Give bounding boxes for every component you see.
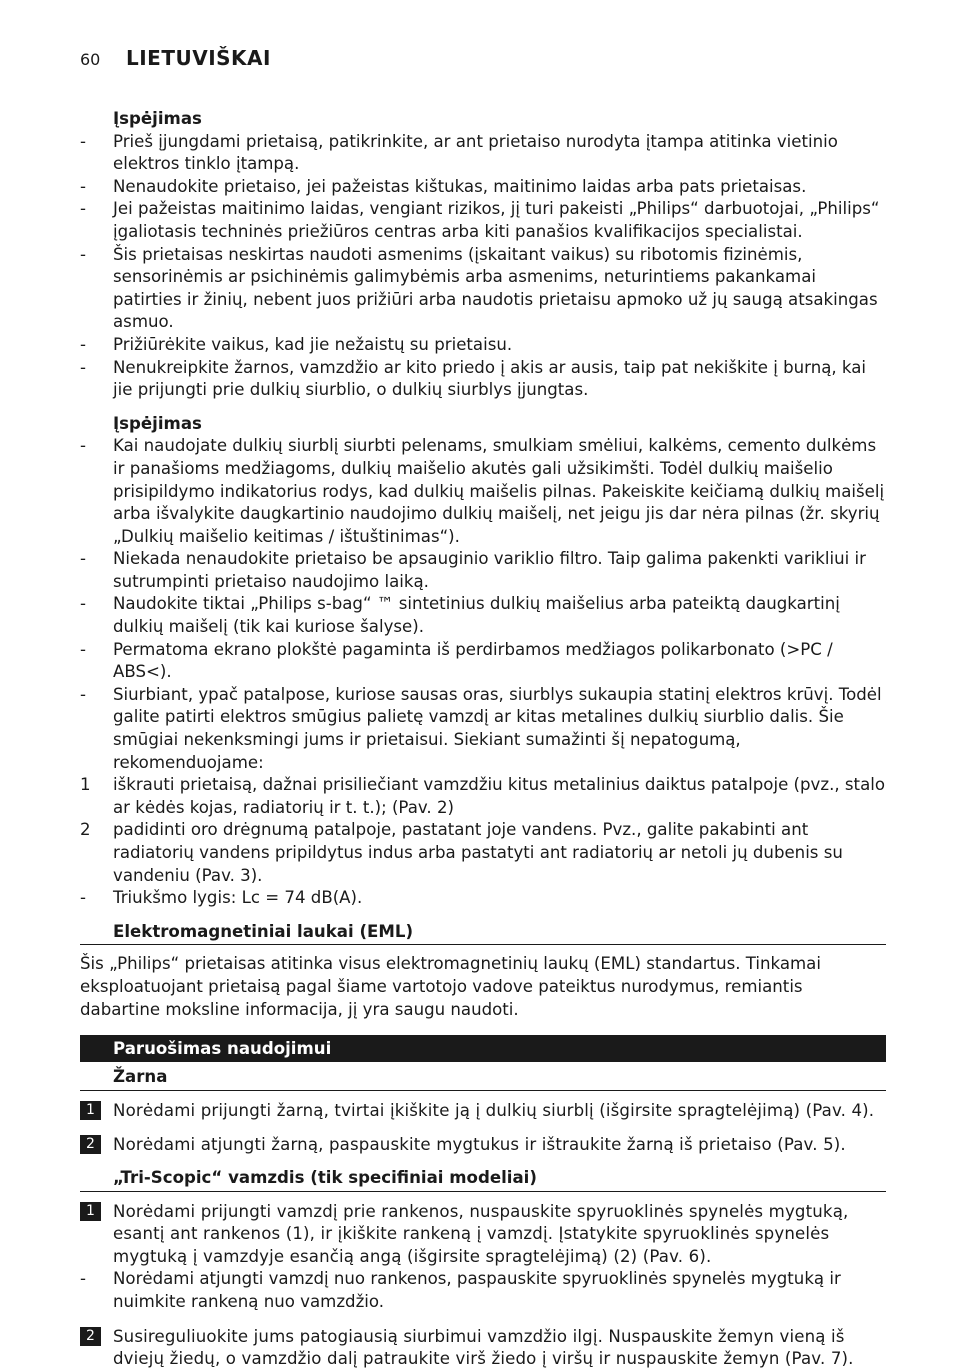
step-item: 2 Norėdami atjungti žarną, paspauskite mygtukus ir ištraukite žarną iš prietaiso (Pav. 5). [80, 1134, 886, 1157]
item-number: 1 [80, 775, 91, 795]
bullet-dash: - [80, 244, 86, 264]
list-item: - Kai naudojate dulkių siurblį siurbti pelenams, smulkiam smėliui, kalkėms, cemento dulkėms ir panašioms medžiagoms, dulkių maišelio akutės gali užsikimšti. Todėl dulkių maišelio prisipildymo indikatorius rodys, kad dulkių maišelis pilnas. Pakeiskite keičiamą dulkių maišelį arba išvalykite daugkartinio naudojimo dulkių maišelį, net jeigu jis dar nėra pilnas (žr. skyrių „Dulkių maišelio keitimas / ištuštinimas“). [80, 436, 885, 546]
subsection-heading-hose: Žarna [80, 1066, 886, 1091]
list-item: - Siurbiant, ypač patalpose, kuriose sausas oras, siurblys sukaupia statinį elektros krūvį. Todėl galite patirti elektros smūgius palietę vamzdį ar kitas metalines dulkių siurblio dalis. Šie smūgiai nekenksmingi jums ir prietaisui. Siekiant sumažinti šį nepatogumą, rekomenduojame: [80, 684, 882, 772]
step-number-badge: 2 [80, 1135, 101, 1154]
list-item: - Permatoma ekrano plokštė pagaminta iš perdirbamos medžiagos polikarbonato (>PC / ABS<). [80, 639, 833, 682]
bullet-dash: - [80, 131, 86, 151]
bullet-dash: - [80, 334, 86, 354]
eml-paragraph: Šis „Philips“ prietaisas atitinka visus elektromagnetinių laukų (EML) standartus. Tinkamai eksploatuojant prietaisą pagal šiame vartotojo vadove pateiktus nurodymus, remiantis dabartine moksline informacija, jį yra saugu naudoti. [80, 954, 821, 1019]
page-content [80, 108, 886, 1371]
bullet-dash: - [80, 357, 86, 377]
section-heading-eml: Elektromagnetiniai laukai (EML) [80, 921, 886, 946]
warning-heading: Įspėjimas [113, 413, 202, 433]
step-item: 2 Susireguliuokite jums patogiausią siurbimui vamzdžio ilgį. Nuspauskite žemyn vieną iš dviejų žiedų, o vamzdžio dalį patraukite virš žiedo į viršų ir nuspauskite žemyn (Pav. 7). [80, 1326, 886, 1371]
list-item: - Triukšmo lygis: Lc = 74 dB(A). [80, 887, 886, 910]
list-item: - Jei pažeistas maitinimo laidas, vengiant rizikos, jį turi pakeisti „Philips“ darbuotojai, „Philips“ įgaliotasis techninės priežiūros centras arba kiti panašios kvalifikacijos specialistai. [80, 199, 880, 241]
subsection-heading-tube: „Tri-Scopic“ vamzdis (tik specifiniai modeliai) [80, 1167, 886, 1192]
bullet-dash: - [80, 549, 86, 569]
bullet-dash: - [80, 594, 86, 614]
bullet-dash: - [80, 199, 86, 219]
list-item: - Naudokite tiktai „Philips s-bag“ ™ sintetinius dulkių maišelius arba pateiktą daugkartinį dulkių maišelį (tik kai kuriose šalyse). [80, 594, 840, 637]
list-item: - Prieš įjungdami prietaisą, patikrinkite, ar ant prietaiso nurodyta įtampa atitinka vietinio elektros tinklo įtampą. [80, 131, 838, 174]
list-item: - Nenaudokite prietaiso, jei pažeistas kištukas, maitinimo laidas arba pats prietaisas. [80, 176, 886, 199]
bullet-dash: - [80, 684, 86, 704]
numbered-item: 1 iškrauti prietaisą, dažnai prisiliečiant vamzdžiu kitus metalinius daiktus patalpoje (pvz., stalo ar kėdės kojas, radiatorių ir t. t.); (Pav. 2) [80, 775, 885, 817]
step-number-badge: 1 [80, 1202, 101, 1221]
bullet-dash: - [80, 639, 86, 659]
bullet-dash: - [80, 436, 86, 456]
numbered-item: 2 padidinti oro drėgnumą patalpoje, pastatant joje vandens. Pvz., galite pakabinti ant radiatorių vandens pripildytus indus arba pastatyti ant radiatorių ar netoli jų dubenis su vandeniu (Pav. 3). [80, 820, 843, 885]
page-number: 60 [80, 50, 101, 69]
step-number-badge: 1 [80, 1101, 101, 1120]
list-item: - Nenukreipkite žarnos, vamzdžio ar kito priedo į akis ar ausis, taip pat nekiškite į burną, kai jie prijungti prie dulkių siurblio, o dulkių siurblys įjungtas. [80, 357, 867, 400]
section-heading-preparation: Paruošimas naudojimui [80, 1035, 886, 1062]
item-number: 2 [80, 820, 91, 840]
step-number-badge: 2 [80, 1327, 101, 1346]
list-item: - Prižiūrėkite vaikus, kad jie nežaistų su prietaisu. [80, 334, 886, 357]
list-item: - Norėdami atjungti vamzdį nuo rankenos, paspauskite spyruoklinės spynelės mygtuką ir nuimkite rankeną nuo vamzdžio. [80, 1269, 841, 1311]
list-item: - Niekada nenaudokite prietaiso be apsauginio variklio filtro. Taip galima pakenkti varikliui ir sutrumpinti prietaiso naudojimo laiką. [80, 549, 866, 591]
bullet-dash: - [80, 888, 86, 908]
list-item: - Šis prietaisas neskirtas naudoti asmenims (įskaitant vaikus) su ribotomis fizinėmis, sensorinėmis ar psichinėmis galimybėmis arba asmenims, neturintiems pakankamai patirties ir žinių, nebent juos prižiūri arba naudotis prietaisu apmoko už jų saugą atsakingas asmuo. [80, 244, 878, 332]
step-item: 1 Norėdami prijungti vamzdį prie rankenos, nuspauskite spyruoklinės spynelės mygtuką, esantį ant rankenos (1), ir įkiškite rankeną į vamzdį. Įstatykite spyruoklinės spynelės mygtuką į vamzdyje esančią angą (išgirsite spragtelėjimą) (2) (Pav. 6). [80, 1201, 886, 1269]
bullet-dash: - [80, 1269, 86, 1289]
warning-heading: Įspėjimas [113, 109, 202, 128]
language-title: LIETUVIŠKAI [126, 46, 271, 70]
bullet-dash: - [80, 176, 86, 196]
step-item: 1 Norėdami prijungti žarną, tvirtai įkiškite ją į dulkių siurblį (išgirsite spragtelėjimą) (Pav. 4). [80, 1100, 886, 1123]
